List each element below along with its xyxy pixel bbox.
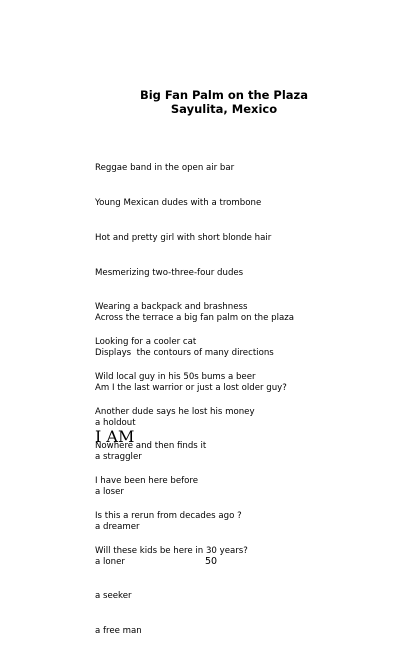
poem-line: Looking for a cooler cat (95, 337, 197, 348)
poem-line: Displays the contours of many directions (95, 347, 274, 358)
poem-subtitle-line: Sayulita, Mexico (170, 102, 278, 116)
poem-stanza-2 (95, 290, 294, 661)
poem-line: Will these kids be here in 30 years? (95, 545, 248, 556)
poem-line: Hot and pretty girl with short blonde hair (95, 232, 272, 243)
poem-line: a loner (95, 556, 125, 567)
page-number: 50 (204, 556, 218, 567)
poem-line: Nowhere and then finds it (95, 441, 207, 452)
poem-line: Reggae band in the open air bar (95, 163, 235, 174)
poem-title (0, 88, 420, 116)
poem-line: a holdout (95, 417, 136, 428)
poem-line: Mesmerizing two-three-four dudes (95, 267, 244, 278)
poem-line: Wearing a backpack and brashness (95, 302, 248, 313)
poem-title-line: Big Fan Palm on the Plaza (139, 88, 309, 102)
poem-line: Another dude says he lost his money (95, 406, 255, 417)
poem-line: a straggler (95, 452, 142, 463)
poem-line: a seeker (95, 591, 132, 602)
poem-line: Across the terrace a big fan palm on the plaza (95, 313, 295, 324)
poem-line: a dreamer (95, 521, 140, 532)
poem-line: Is this a rerun from decades ago ? (95, 511, 242, 521)
poem-line: a free man (95, 626, 142, 637)
poem-line: Young Mexican dudes with a trombone (95, 197, 262, 208)
poem-line: Wild local guy in his 50s bums a beer (95, 371, 256, 382)
poem-line: a loser (95, 487, 124, 498)
poem-line: Am I the last warrior or just a lost older guy? (95, 382, 287, 393)
poem-line: I have been here before (95, 476, 199, 487)
poem-closing-line: I AM (95, 427, 135, 446)
